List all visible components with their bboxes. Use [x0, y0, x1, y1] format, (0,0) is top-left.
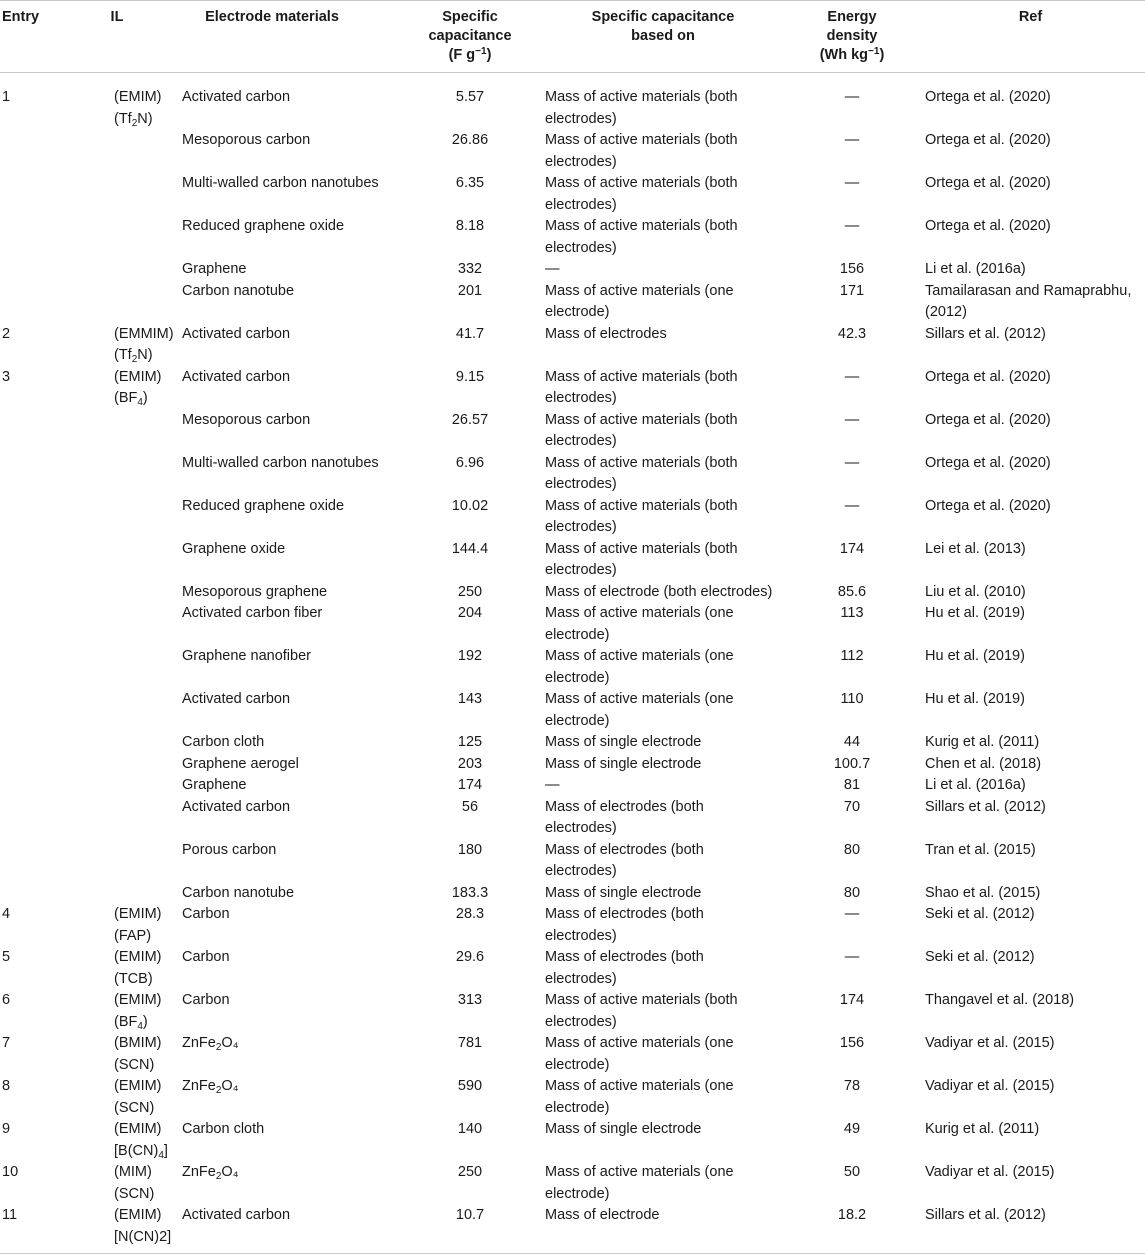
cell-basis: Mass of active materials (one electrode)	[545, 691, 734, 729]
cell-ref: Kurig et al. (2011)	[925, 1121, 1040, 1137]
table-row	[0, 904, 1145, 947]
cell-electrode: Activated carbon fiber	[182, 605, 323, 621]
table-row	[0, 1162, 1145, 1205]
header-electrode: Electrode materials	[178, 1, 402, 73]
cell-ref: Ortega et al. (2020)	[925, 411, 1051, 428]
cell-energy: 85.6	[837, 583, 867, 600]
cell-electrode: Mesoporous carbon	[182, 411, 311, 428]
cell-capacitance: 6.96	[455, 454, 485, 471]
cell-basis: Mass of electrodes (both electrodes)	[545, 841, 704, 879]
cell-basis: Mass of electrodes (both electrodes)	[545, 906, 704, 944]
cell-energy: —	[844, 949, 860, 965]
cell-energy: 100.7	[833, 755, 871, 772]
table-row	[0, 797, 1145, 840]
cell-basis: Mass of active materials (both electrodes)	[545, 218, 738, 256]
cell-energy: 174	[839, 540, 865, 557]
cell-ref: Chen et al. (2018)	[925, 755, 1042, 772]
cell-ref: Li et al. (2016a)	[925, 777, 1026, 793]
cell-electrode: Activated carbon	[178, 1205, 402, 1254]
cell-il	[56, 496, 178, 539]
cell-il	[56, 259, 178, 281]
cell-entry	[0, 582, 56, 604]
cell-energy: —	[844, 411, 860, 428]
cell-capacitance: 56	[461, 798, 479, 815]
cell-energy: —	[844, 218, 860, 234]
cell-ref: Sillars et al. (2012)	[916, 1205, 1145, 1254]
cell-il	[56, 732, 178, 754]
cell-electrode: Carbon nanotube	[182, 884, 295, 901]
cell-energy: —	[844, 906, 860, 922]
cell-capacitance: 26.86	[451, 132, 489, 148]
cell-entry	[0, 797, 56, 840]
cell-ref: Sillars et al. (2012)	[925, 325, 1046, 342]
cell-entry	[0, 646, 56, 689]
table-row	[0, 281, 1145, 324]
cell-capacitance: 125	[457, 734, 483, 750]
cell-ref: Ortega et al. (2020)	[925, 175, 1051, 191]
cell-entry: 9	[2, 1121, 11, 1137]
cell-basis: Mass of electrode	[538, 1205, 788, 1254]
cell-capacitance: 590	[457, 1078, 483, 1094]
cell-energy: 156	[839, 261, 865, 277]
cell-energy: 171	[839, 282, 865, 299]
cell-energy: 112	[840, 648, 864, 664]
cell-electrode: Graphene	[182, 261, 247, 277]
table-row	[0, 367, 1145, 410]
cell-entry	[0, 130, 56, 173]
cell-energy: —	[844, 454, 860, 471]
cell-il: (BMIM)(SCN)	[114, 1035, 162, 1073]
cell-basis: Mass of electrode (both electrodes)	[545, 583, 773, 600]
cell-capacitance: 6.35	[455, 175, 485, 191]
cell-il	[56, 603, 178, 646]
header-basis: Specific capacitance based on	[538, 1, 788, 73]
cell-energy: 113	[840, 605, 864, 621]
cell-energy: 44	[843, 734, 861, 750]
cell-electrode: Porous carbon	[182, 841, 277, 858]
cell-energy: 18.2	[788, 1205, 916, 1254]
cell-entry	[0, 539, 56, 582]
cell-capacitance: 781	[457, 1035, 483, 1051]
cell-basis: Mass of active materials (one electrode)	[545, 648, 734, 686]
cell-energy: 49	[843, 1121, 861, 1137]
cell-il: $(EMMIM)(Tf_2N)$	[114, 325, 174, 365]
cell-capacitance: 180	[457, 841, 483, 858]
cell-entry	[0, 603, 56, 646]
cell-capacitance: 250	[457, 583, 483, 600]
cell-energy: 70	[843, 798, 861, 815]
cell-ref: Ortega et al. (2020)	[925, 89, 1051, 105]
cell-capacitance: 250	[457, 1164, 483, 1180]
cell-energy: —	[844, 497, 860, 514]
cell-entry: 2	[2, 325, 11, 342]
cell-il	[56, 173, 178, 216]
cell-electrode: Activated carbon	[182, 89, 291, 105]
table-row	[0, 259, 1145, 281]
header-capacitance: Specific capacitance (F $g^{-1}$)	[402, 1, 538, 73]
cell-capacitance: 41.7	[455, 325, 485, 342]
cell-capacitance: 201	[457, 282, 483, 299]
cell-entry	[0, 173, 56, 216]
table-row	[0, 130, 1145, 173]
cell-entry	[0, 883, 56, 905]
cell-electrode: Multi-walled carbon nanotubes	[182, 454, 379, 471]
cell-electrode: Activated carbon	[182, 798, 291, 815]
cell-ref: Li et al. (2016a)	[925, 261, 1026, 277]
table-row	[0, 496, 1145, 539]
cell-electrode: Carbon	[182, 906, 230, 922]
cell-il	[56, 130, 178, 173]
cell-basis: Mass of active materials (one electrode)	[545, 1035, 734, 1073]
cell-energy: —	[844, 368, 860, 385]
table-row	[0, 539, 1145, 582]
cell-basis: Mass of active materials (both electrodes)	[545, 411, 738, 449]
cell-electrode: ZnFe$_2$O₄	[182, 1164, 239, 1182]
cell-entry: 1	[2, 89, 11, 105]
header-il: IL	[56, 1, 178, 73]
cell-il: (EMIM)(SCN)	[114, 1078, 162, 1116]
cell-ref: Hu et al. (2019)	[925, 648, 1025, 664]
cell-electrode: Activated carbon	[182, 325, 291, 342]
cell-il	[56, 797, 178, 840]
cell-electrode: Graphene aerogel	[182, 755, 299, 772]
cell-basis: Mass of active materials (both electrodes)	[545, 89, 738, 127]
cell-energy: 50	[843, 1164, 861, 1180]
table-row	[0, 840, 1145, 883]
header-energy: Energy density (Wh $kg^{-1}$)	[788, 1, 916, 73]
cell-entry: 6	[2, 992, 11, 1008]
cell-entry	[0, 453, 56, 496]
cell-ref: Sillars et al. (2012)	[925, 798, 1046, 815]
cell-basis: Mass of single electrode	[545, 734, 702, 750]
cell-ref: Ortega et al. (2020)	[925, 497, 1051, 514]
cell-capacitance: 5.57	[455, 89, 485, 105]
cell-basis: Mass of active materials (both electrodes)	[545, 497, 738, 535]
cell-entry: 7	[2, 1035, 11, 1051]
cell-basis: Mass of active materials (both electrodes)	[545, 368, 738, 406]
table-row	[0, 173, 1145, 216]
cell-basis: Mass of single electrode	[545, 884, 702, 901]
cell-energy: 156	[839, 1035, 865, 1051]
cell-capacitance: 203	[457, 755, 483, 772]
cell-il	[56, 689, 178, 732]
cell-capacitance: 28.3	[455, 906, 485, 922]
cell-electrode: Graphene oxide	[182, 540, 286, 557]
cell-ref: Vadiyar et al. (2015)	[925, 1035, 1055, 1051]
cell-il: (EMIM)(TCB)	[114, 949, 162, 987]
cell-ref: Ortega et al. (2020)	[925, 454, 1051, 471]
cell-capacitance: 9.15	[455, 368, 485, 385]
cell-il	[56, 539, 178, 582]
cell-ref: Ortega et al. (2020)	[925, 368, 1051, 385]
cell-ref: Vadiyar et al. (2015)	[925, 1164, 1055, 1180]
cell-energy: 80	[843, 884, 861, 901]
table-body	[0, 73, 1145, 1254]
cell-ref: Hu et al. (2019)	[925, 605, 1025, 621]
cell-entry	[0, 216, 56, 259]
cell-il: $(EMIM)(BF_4)$	[114, 368, 162, 408]
cell-electrode: Carbon cloth	[182, 1121, 265, 1137]
cell-entry: 10	[2, 1164, 19, 1180]
cell-basis: Mass of active materials (both electrodes)	[545, 992, 738, 1030]
cell-capacitance: 144.4	[451, 540, 489, 557]
cell-ref: Vadiyar et al. (2015)	[925, 1078, 1055, 1094]
cell-il	[56, 646, 178, 689]
cell-energy: 42.3	[837, 325, 867, 342]
cell-electrode: Mesoporous graphene	[182, 583, 328, 600]
cell-basis: Mass of electrodes (both electrodes)	[545, 949, 704, 987]
cell-entry	[0, 259, 56, 281]
cell-ref: Hu et al. (2019)	[925, 691, 1025, 707]
cell-basis: —	[545, 261, 560, 277]
cell-entry: 11	[0, 1205, 56, 1254]
cell-energy: 110	[840, 691, 864, 707]
cell-il: (EMIM) [N(CN)2]	[56, 1205, 178, 1254]
cell-il	[56, 582, 178, 604]
cell-il	[56, 883, 178, 905]
cell-capacitance: 29.6	[455, 949, 485, 965]
table-row	[0, 1033, 1145, 1076]
table-row	[0, 754, 1145, 776]
cell-basis: Mass of active materials (one electrode)	[545, 1078, 734, 1116]
cell-basis: Mass of single electrode	[545, 755, 702, 772]
cell-electrode: Reduced graphene oxide	[182, 218, 345, 234]
cell-entry	[0, 281, 56, 324]
cell-ref: Thangavel et al. (2018)	[925, 992, 1075, 1008]
table-row	[0, 410, 1145, 453]
cell-il	[56, 281, 178, 324]
cell-energy: 174	[839, 992, 865, 1008]
table-row	[0, 646, 1145, 689]
cell-il	[56, 754, 178, 776]
cell-energy: —	[844, 132, 860, 148]
table-row	[0, 990, 1145, 1033]
cell-il: $(EMIM)(Tf_2N)$	[114, 89, 162, 129]
cell-capacitance: 332	[457, 261, 483, 277]
cell-electrode: Mesoporous carbon	[182, 132, 311, 148]
cell-entry: 8	[2, 1078, 11, 1094]
header-ref: Ref	[916, 1, 1145, 73]
cell-basis: Mass of active materials (one electrode)	[545, 282, 734, 320]
cell-electrode: Carbon nanotube	[182, 282, 295, 299]
cell-electrode: Multi-walled carbon nanotubes	[182, 175, 379, 191]
cell-entry	[0, 775, 56, 797]
cell-capacitance: 143	[457, 691, 483, 707]
cell-energy: —	[844, 89, 860, 105]
cell-electrode: Activated carbon	[182, 368, 291, 385]
cell-basis: Mass of active materials (one electrode)	[545, 1164, 734, 1202]
cell-il: $(EMIM)(BF_4)$	[114, 992, 162, 1032]
cell-capacitance: 26.57	[451, 411, 489, 428]
cell-energy: 80	[843, 841, 861, 858]
header-entry: Entry	[0, 1, 56, 73]
table-row	[0, 216, 1145, 259]
cell-ref: Tamailarasan and Ramaprabhu, (2012)	[925, 282, 1132, 320]
cell-ref: Lei et al. (2013)	[925, 540, 1026, 557]
table-row	[0, 324, 1145, 367]
cell-ref: Kurig et al. (2011)	[925, 734, 1040, 750]
cell-electrode: Graphene nanofiber	[182, 648, 311, 664]
table-row	[0, 775, 1145, 797]
cell-entry	[0, 754, 56, 776]
cell-energy: 81	[843, 777, 861, 793]
cell-ref: Tran et al. (2015)	[925, 841, 1036, 858]
cell-capacitance: 192	[457, 648, 483, 664]
cell-basis: Mass of electrodes	[545, 325, 667, 342]
table-row	[0, 603, 1145, 646]
table-row	[0, 732, 1145, 754]
cell-capacitance: 10.7	[402, 1205, 538, 1254]
table-row	[0, 883, 1145, 905]
cell-basis: Mass of single electrode	[545, 1121, 702, 1137]
cell-capacitance: 174	[457, 777, 483, 793]
cell-capacitance: 140	[457, 1121, 483, 1137]
cell-ref: Seki et al. (2012)	[925, 949, 1035, 965]
cell-basis: Mass of active materials (both electrodes)	[545, 454, 738, 492]
cell-electrode: Carbon	[182, 992, 230, 1008]
table-row	[0, 73, 1145, 131]
cell-entry	[0, 410, 56, 453]
cell-entry	[0, 496, 56, 539]
cell-il: $(EMIM)[B(CN)_4]$	[114, 1121, 168, 1161]
cell-ref: Liu et al. (2010)	[925, 583, 1026, 600]
cell-energy: 78	[843, 1078, 861, 1094]
table-row	[0, 947, 1145, 990]
cell-basis: Mass of active materials (both electrodes)	[545, 540, 738, 578]
cell-basis: Mass of electrodes (both electrodes)	[545, 798, 704, 836]
table-row	[0, 453, 1145, 496]
cell-energy: —	[844, 175, 860, 191]
table-row	[0, 1119, 1145, 1162]
cell-il	[56, 410, 178, 453]
cell-capacitance: 8.18	[455, 218, 485, 234]
cell-il	[56, 840, 178, 883]
cell-entry	[0, 840, 56, 883]
cell-capacitance: 313	[457, 992, 483, 1008]
cell-il	[56, 216, 178, 259]
cell-entry: 4	[2, 906, 11, 922]
cell-electrode: Graphene	[182, 777, 247, 793]
cell-electrode: Activated carbon	[182, 691, 291, 707]
cell-electrode: Carbon cloth	[182, 734, 265, 750]
cell-basis: Mass of active materials (both electrodes)	[545, 175, 738, 213]
table-row	[0, 582, 1145, 604]
cell-capacitance: 10.02	[451, 497, 489, 514]
table-row	[0, 1205, 1145, 1254]
cell-basis: Mass of active materials (one electrode)	[545, 605, 734, 643]
cell-entry: 3	[2, 368, 11, 385]
cell-electrode: ZnFe$_2$O₄	[182, 1035, 239, 1053]
cell-il: (MIM)(SCN)	[114, 1164, 155, 1202]
table-row	[0, 689, 1145, 732]
table-header	[0, 1, 1145, 73]
cell-electrode: Carbon	[182, 949, 230, 965]
cell-il	[56, 453, 178, 496]
cell-entry	[0, 689, 56, 732]
cell-capacitance: 183.3	[451, 884, 489, 901]
cell-electrode: ZnFe$_2$O₄	[182, 1078, 239, 1096]
cell-ref: Seki et al. (2012)	[925, 906, 1035, 922]
cell-capacitance: 204	[457, 605, 483, 621]
cell-entry	[0, 732, 56, 754]
cell-ref: Shao et al. (2015)	[925, 884, 1041, 901]
cell-il	[56, 775, 178, 797]
cell-entry: 5	[2, 949, 11, 965]
cell-ref: Ortega et al. (2020)	[925, 218, 1051, 234]
cell-basis: —	[545, 777, 560, 793]
cell-ref: Ortega et al. (2020)	[925, 132, 1051, 148]
cell-il: (EMIM)(FAP)	[114, 906, 162, 944]
cell-electrode: Reduced graphene oxide	[182, 497, 345, 514]
cell-basis: Mass of active materials (both electrodes)	[545, 132, 738, 170]
table-row	[0, 1076, 1145, 1119]
